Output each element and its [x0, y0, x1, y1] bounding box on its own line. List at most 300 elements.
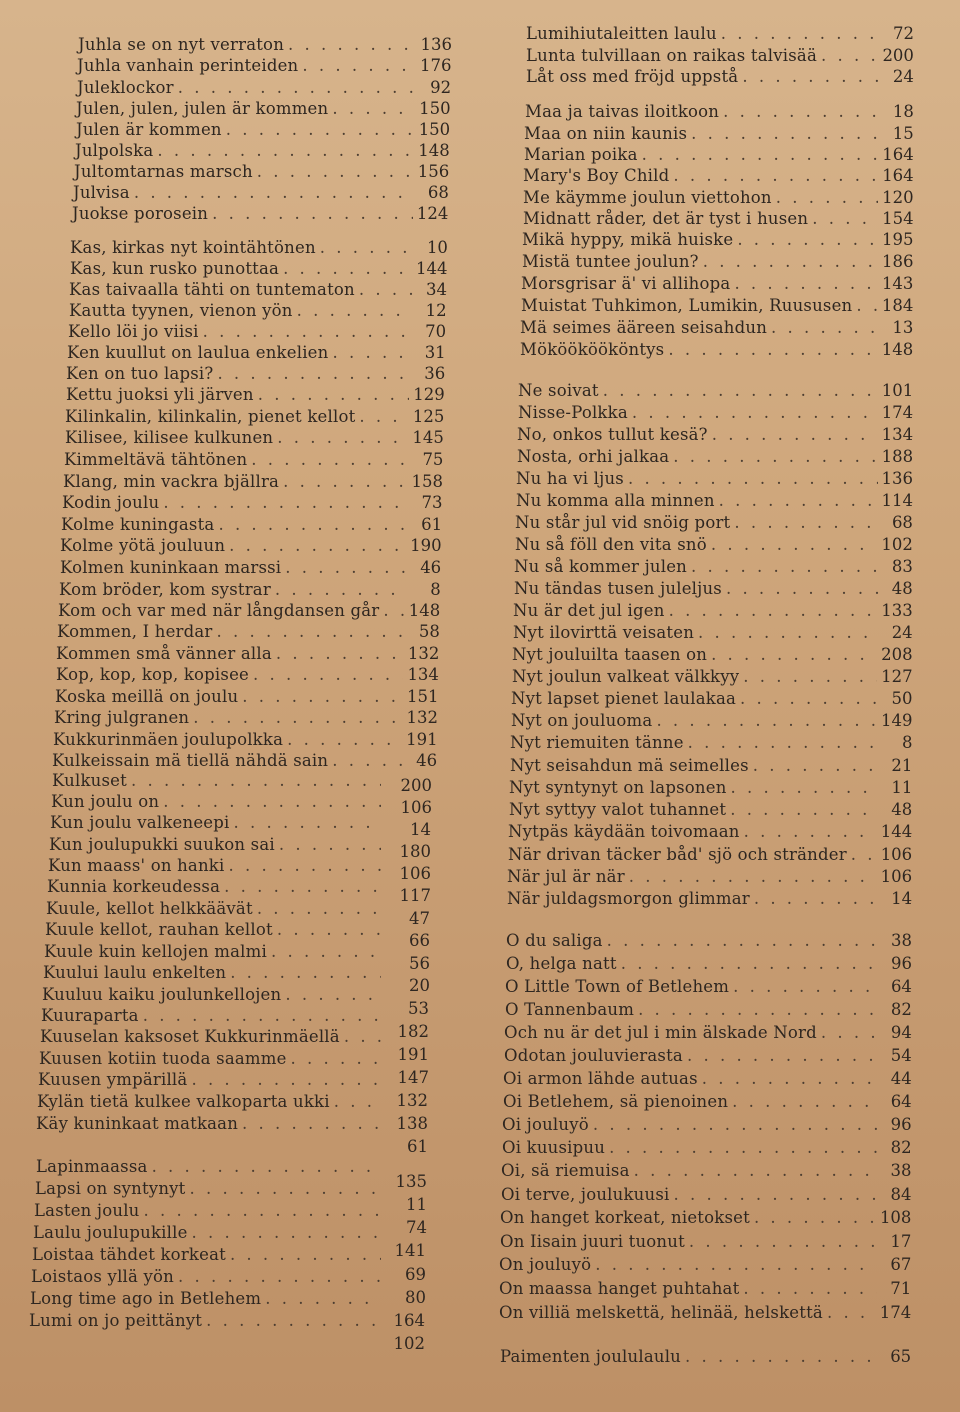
dot-leader — [178, 1267, 381, 1287]
index-entry — [516, 469, 913, 489]
page-number: 61 — [407, 1137, 428, 1156]
song-title: När juldagsmorgon glimmar — [507, 889, 750, 908]
page-number: 148 — [408, 601, 441, 620]
song-title: Paimenten joululaulu — [500, 1347, 682, 1366]
song-title: Kulkeissain mä tiellä nähdä sain — [52, 751, 329, 770]
index-entry — [56, 644, 439, 664]
index-entry — [43, 963, 385, 983]
song-title: Nyt lapset pienet laulakaa — [511, 689, 737, 708]
index-entry — [500, 1347, 911, 1367]
song-title: Kop, kop, kop, kopisee — [56, 665, 250, 684]
page-number: 36 — [424, 364, 446, 383]
song-title: Morsgrisar ä' vi allihopa — [521, 274, 731, 293]
index-entry — [40, 1027, 385, 1047]
page-number: 114 — [881, 491, 913, 510]
page-number: 138 — [396, 1114, 428, 1133]
song-title: No, onkos tullut kesä? — [517, 425, 708, 444]
song-title: Kuusen kotiin tuoda saamme — [39, 1049, 287, 1068]
index-entry — [49, 835, 385, 855]
index-entry — [517, 425, 913, 445]
page-number: 56 — [409, 954, 430, 973]
page-number: 101 — [881, 381, 914, 400]
index-entry — [505, 977, 912, 997]
song-title: Julpolska — [75, 141, 154, 160]
song-title: Kulkuset — [52, 771, 127, 790]
song-title: Kuule, kellot helkkäävät — [46, 899, 253, 918]
song-title: Lunta tulvillaan on raikas talvisää — [526, 46, 817, 65]
song-title: Mä seimes ääreen seisahdun — [520, 318, 768, 337]
page-number: 141 — [394, 1241, 426, 1260]
page-number: 106 — [399, 864, 431, 883]
page-number: 191 — [406, 730, 438, 749]
dot-leader — [217, 622, 406, 642]
page-number: 145 — [412, 428, 444, 447]
page-number: 184 — [881, 296, 914, 315]
song-title: Kas, kirkas nyt kointähtönen — [70, 238, 316, 257]
dot-leader — [851, 845, 877, 865]
dot-leader — [673, 447, 877, 467]
song-title: Oi, sä riemuisa — [501, 1161, 630, 1180]
index-entry — [514, 557, 913, 577]
song-title: Nu ha vi ljus — [516, 469, 624, 488]
index-entry — [38, 1070, 385, 1090]
dot-leader — [743, 667, 877, 687]
dot-leader — [638, 1000, 878, 1020]
index-entry — [515, 513, 913, 533]
page-number: 94 — [890, 1023, 912, 1042]
dot-leader — [163, 792, 381, 812]
song-title: Och nu är det jul i min älskade Nord — [504, 1023, 817, 1042]
song-title: Kom bröder, kom systrar — [59, 580, 271, 599]
dot-leader — [217, 364, 411, 384]
index-entry — [70, 238, 448, 258]
song-title: Kun joulupukki suukon sai — [49, 835, 275, 854]
index-entry — [502, 1138, 912, 1158]
index-entry — [520, 340, 913, 360]
song-title: Nu är det jul igen — [513, 601, 665, 620]
index-entry — [513, 601, 913, 621]
dot-leader — [334, 1092, 381, 1112]
page-number: 50 — [891, 689, 913, 708]
dot-leader — [224, 877, 381, 897]
page-number: 154 — [882, 209, 914, 228]
dot-leader — [731, 778, 879, 798]
page-number: 58 — [418, 622, 440, 641]
dot-leader — [257, 899, 381, 919]
index-entry — [72, 204, 448, 224]
song-title: Lumihiutaleitten laulu — [526, 24, 717, 43]
index-entry — [508, 845, 912, 865]
page-number: 84 — [890, 1185, 912, 1204]
page-number: 8 — [901, 733, 913, 752]
dot-leader — [228, 856, 381, 876]
page-number: 148 — [418, 141, 450, 160]
dot-leader — [131, 771, 381, 791]
page-number: 10 — [426, 238, 448, 257]
dot-leader — [257, 162, 414, 182]
song-title: Oi kuusipuu — [502, 1138, 606, 1157]
index-entry — [501, 1185, 912, 1205]
song-title: Kas, kun rusko punottaa — [70, 259, 280, 278]
song-title: Kolmen kuninkaan marssi — [60, 558, 282, 577]
page-number: 102 — [881, 535, 913, 554]
song-title: Kuuluu kaiku joulunkellojen — [42, 985, 282, 1004]
index-entry — [44, 942, 385, 962]
dot-leader — [607, 931, 878, 951]
index-entry — [65, 407, 444, 427]
index-entry — [29, 1311, 385, 1331]
index-entry — [523, 188, 914, 208]
dot-leader — [628, 469, 878, 489]
dot-leader — [733, 977, 878, 997]
song-title: Oi armon lähde autuas — [503, 1069, 698, 1088]
dot-leader — [193, 708, 402, 728]
dot-leader — [178, 78, 417, 98]
index-entry — [523, 209, 914, 229]
page-number: 102 — [393, 1334, 425, 1353]
dot-leader — [669, 601, 878, 621]
index-entry — [76, 99, 451, 119]
dot-leader — [691, 557, 879, 577]
dot-leader — [593, 1115, 878, 1135]
page-number: 143 — [881, 274, 914, 293]
song-title: Kuuraparta — [41, 1006, 139, 1025]
dot-leader — [827, 1303, 876, 1323]
dot-leader — [276, 644, 404, 664]
index-entry — [508, 822, 912, 842]
dot-leader — [595, 1255, 877, 1275]
index-entry — [65, 428, 444, 448]
song-title: Me käymme joulun viettohon — [523, 188, 772, 207]
dot-leader — [230, 963, 381, 983]
page-number: 24 — [891, 623, 913, 642]
index-entry — [500, 1232, 911, 1252]
song-title: Kilinkalin, kilinkalin, pienet kellot — [65, 407, 356, 426]
song-title: Nu står jul vid snöig port — [515, 513, 731, 532]
index-entry — [77, 56, 452, 76]
dot-leader — [291, 1049, 381, 1069]
song-title: On Iisain juuri tuonut — [500, 1232, 685, 1251]
index-entry — [46, 899, 385, 919]
dot-leader — [287, 730, 402, 750]
index-entry — [516, 491, 913, 511]
index-entry — [520, 318, 913, 338]
index-entry — [499, 1255, 911, 1275]
page-number: 164 — [393, 1311, 425, 1330]
song-title: Nyt riemuiten tänne — [510, 733, 684, 752]
song-title: Long time ago in Betlehem — [30, 1289, 262, 1308]
index-entry — [521, 274, 913, 294]
page-number: 132 — [406, 708, 439, 727]
page-number: 106 — [880, 845, 913, 864]
page-number: 147 — [397, 1068, 429, 1087]
page-number: 96 — [890, 1115, 912, 1134]
page-number: 82 — [890, 1000, 912, 1019]
song-title: Juhla se on nyt verraton — [78, 35, 285, 54]
page-number: 14 — [891, 889, 913, 908]
dot-leader — [668, 340, 877, 360]
page-number: 200 — [400, 776, 432, 795]
dot-leader — [687, 1046, 878, 1066]
index-entry — [515, 535, 913, 555]
index-entry — [62, 493, 443, 513]
song-title: Kommen små vänner alla — [56, 644, 272, 663]
song-title: Nyt joulun valkeat välkkyy — [512, 667, 740, 686]
page-number: 151 — [407, 687, 439, 706]
page-number: 136 — [420, 35, 452, 54]
index-entry — [45, 920, 385, 940]
dot-leader — [603, 381, 878, 401]
page-number: 188 — [881, 447, 914, 466]
page-number: 106 — [880, 867, 913, 886]
index-entry — [55, 687, 439, 707]
song-title: Kettu juoksi yli järven — [66, 385, 254, 404]
index-entry — [69, 280, 447, 300]
song-title: Nyt seisahdun mä seimelles — [510, 756, 749, 775]
index-entry — [60, 536, 442, 556]
page-number: 61 — [421, 515, 443, 534]
dot-leader — [821, 1023, 878, 1043]
song-title: Laulu joulupukille — [33, 1223, 188, 1242]
page-number: 46 — [416, 751, 438, 770]
index-entry — [53, 730, 438, 750]
song-title: Oi terve, joulukuusi — [501, 1185, 670, 1204]
page-number: 65 — [890, 1347, 912, 1366]
dot-leader — [691, 124, 880, 144]
song-title: Kilisee, kilisee kulkunen — [65, 428, 274, 447]
index-entry — [73, 183, 449, 203]
dot-leader — [742, 67, 880, 87]
page-number: 117 — [399, 886, 431, 905]
page-number: 195 — [882, 230, 914, 249]
dot-leader — [190, 1179, 382, 1199]
index-entry — [511, 689, 913, 709]
index-entry — [36, 1157, 385, 1177]
song-title: Kun joulu valkeneepi — [50, 813, 230, 832]
index-entry — [510, 733, 912, 753]
dot-leader — [251, 450, 409, 470]
song-title: Odotan jouluvierasta — [504, 1046, 683, 1065]
page-number: 53 — [408, 999, 429, 1018]
song-title: Nu tändas tusen juleljus — [514, 579, 722, 598]
index-entry — [34, 1201, 385, 1221]
dot-leader — [634, 1161, 878, 1181]
page-number: 200 — [882, 46, 914, 65]
index-entry — [523, 166, 914, 186]
index-entry — [68, 322, 446, 342]
index-entry — [524, 145, 914, 165]
dot-leader — [279, 835, 381, 855]
page-number: 144 — [416, 259, 448, 278]
page-number: 13 — [892, 318, 914, 337]
page-number: 17 — [890, 1232, 912, 1251]
song-title: Nyt syntynyt on lapsonen — [509, 778, 727, 797]
dot-leader — [285, 558, 407, 578]
index-entry — [524, 124, 914, 144]
dot-leader — [721, 24, 880, 44]
song-title: Kun maass' on hanki — [48, 856, 225, 875]
dot-leader — [673, 166, 878, 186]
page-number: 164 — [882, 166, 914, 185]
song-title: Nyt ilovirttä veisaten — [513, 623, 695, 642]
index-entry — [32, 1245, 385, 1265]
index-entry — [52, 771, 385, 791]
song-title: Julen, julen, julen är kommen — [76, 99, 329, 118]
page-number: 108 — [879, 1208, 912, 1227]
index-entry — [74, 162, 449, 182]
page-number: 34 — [426, 280, 448, 299]
page-number: 71 — [890, 1279, 912, 1298]
song-title: Kom och var med när långdansen går — [58, 601, 380, 620]
dot-leader — [212, 204, 413, 224]
page-number: 150 — [418, 120, 451, 139]
index-entry — [507, 867, 912, 887]
index-entry — [35, 1179, 385, 1199]
song-title: Julen är kommen — [76, 120, 222, 139]
song-title: Kimmeltävä tähtönen — [64, 450, 248, 469]
song-title: Kuule kuin kellojen malmi — [44, 942, 267, 961]
song-title: Nu komma alla minnen — [516, 491, 715, 510]
index-entry — [522, 230, 914, 250]
dot-leader — [856, 296, 878, 316]
song-title: Kas taivaalla tähti on tuntematon — [69, 280, 355, 299]
index-entry — [509, 778, 912, 798]
index-entry — [507, 889, 912, 909]
dot-leader — [134, 183, 415, 203]
dot-leader — [673, 1185, 877, 1205]
index-entry — [526, 67, 914, 87]
dot-leader — [359, 280, 413, 300]
page-number: 47 — [409, 909, 430, 928]
index-entry — [514, 579, 913, 599]
page-number: 174 — [881, 403, 914, 422]
index-entry — [506, 954, 912, 974]
song-title: Maa on niin kaunis — [524, 124, 688, 143]
song-title: Nyt jouluilta taasen on — [512, 645, 708, 664]
song-title: Oi jouluyö — [502, 1115, 589, 1134]
song-title: Maa ja taivas iloitkoon — [525, 102, 720, 121]
song-title: Juhla vanhain perinteiden — [77, 56, 299, 75]
index-entry — [30, 1289, 385, 1309]
song-title: Nisse-Polkka — [518, 403, 628, 422]
page-number: 72 — [893, 24, 914, 43]
index-entry — [41, 1006, 385, 1026]
song-title: On maassa hanget puhtahat — [499, 1279, 740, 1298]
page-number: 73 — [421, 493, 443, 512]
dot-leader — [754, 1208, 876, 1228]
dot-leader — [685, 1347, 877, 1367]
page-number: 132 — [407, 644, 440, 663]
page-number: 12 — [425, 301, 447, 320]
dot-leader — [719, 491, 878, 511]
page-number: 127 — [881, 667, 913, 686]
index-entry — [513, 623, 913, 643]
dot-leader — [711, 535, 878, 555]
page-number: 132 — [396, 1091, 428, 1110]
song-title: Lapsi on syntynyt — [35, 1179, 186, 1198]
dot-leader — [285, 985, 381, 1005]
index-entry — [76, 120, 450, 140]
page-number: 8 — [430, 580, 441, 599]
dot-leader — [753, 756, 879, 776]
song-title: Käy kuninkaat matkaan — [36, 1114, 239, 1133]
song-title: O du saliga — [506, 931, 603, 950]
page-number: 191 — [397, 1045, 429, 1064]
song-title: Låt oss med fröjd uppstå — [526, 67, 739, 86]
song-title: Marian poika — [524, 145, 638, 164]
dot-leader — [726, 579, 879, 599]
page-number: 176 — [420, 56, 452, 75]
dot-leader — [271, 942, 381, 962]
song-title: Loistaa tähdet korkeat — [32, 1245, 226, 1264]
index-entry — [61, 515, 442, 535]
index-entry — [503, 1092, 912, 1112]
song-title: Nu så föll den vita snö — [515, 535, 707, 554]
page-number: 15 — [892, 124, 914, 143]
dot-leader — [144, 1201, 381, 1221]
page-number: 11 — [891, 778, 913, 797]
page-number: 208 — [881, 645, 913, 664]
dot-leader — [283, 472, 407, 492]
page-number: 48 — [891, 800, 913, 819]
dot-leader — [609, 1138, 878, 1158]
song-title: Koska meillä on joulu — [55, 687, 239, 706]
dot-leader — [344, 1027, 381, 1047]
dot-leader — [656, 711, 877, 731]
dot-leader — [226, 120, 415, 140]
song-title: Juleklockor — [77, 78, 174, 97]
dot-leader — [689, 1232, 877, 1252]
dot-leader — [754, 889, 878, 909]
song-title: Kuului laulu enkelten — [43, 963, 227, 982]
index-entry — [63, 472, 443, 492]
song-title: Kodin joulu — [62, 493, 160, 512]
song-title: Lapinmaassa — [36, 1157, 148, 1176]
page-number: 54 — [890, 1046, 912, 1065]
song-title: Nu så kommer julen — [514, 557, 687, 576]
index-entry — [50, 813, 385, 833]
page-number: 38 — [890, 1161, 912, 1180]
dot-leader — [743, 1279, 877, 1299]
index-entry — [51, 792, 385, 812]
index-entry — [60, 558, 441, 578]
page-number: 158 — [411, 472, 443, 491]
index-entry — [499, 1303, 911, 1323]
dot-leader — [812, 209, 878, 229]
page-number: 82 — [890, 1138, 912, 1157]
song-title: Nyt syttyy valot tuhannet — [509, 800, 727, 819]
page-number: 18 — [892, 102, 914, 121]
dot-leader — [258, 385, 410, 405]
song-title: Kuuselan kaksoset Kukkurinmäellä — [40, 1027, 340, 1046]
page-number: 125 — [412, 407, 445, 426]
page-number: 24 — [892, 67, 914, 86]
dot-leader — [218, 515, 408, 535]
page-number: 156 — [417, 162, 450, 181]
dot-leader — [359, 407, 408, 427]
page-number: 48 — [891, 579, 913, 598]
index-entry — [504, 1046, 912, 1066]
page-number: 38 — [891, 931, 913, 950]
song-title: Kring julgranen — [54, 708, 190, 727]
index-entry — [77, 78, 451, 98]
song-title: Kuule kellot, rauhan kellot — [45, 920, 273, 939]
page-number: 92 — [430, 78, 452, 97]
dot-leader — [283, 259, 412, 279]
song-title: Nosta, orhi jalkaa — [517, 447, 670, 466]
page-number: 106 — [400, 798, 432, 817]
song-title: Kylän tietä kulkee valkoparta ukki — [37, 1092, 330, 1111]
